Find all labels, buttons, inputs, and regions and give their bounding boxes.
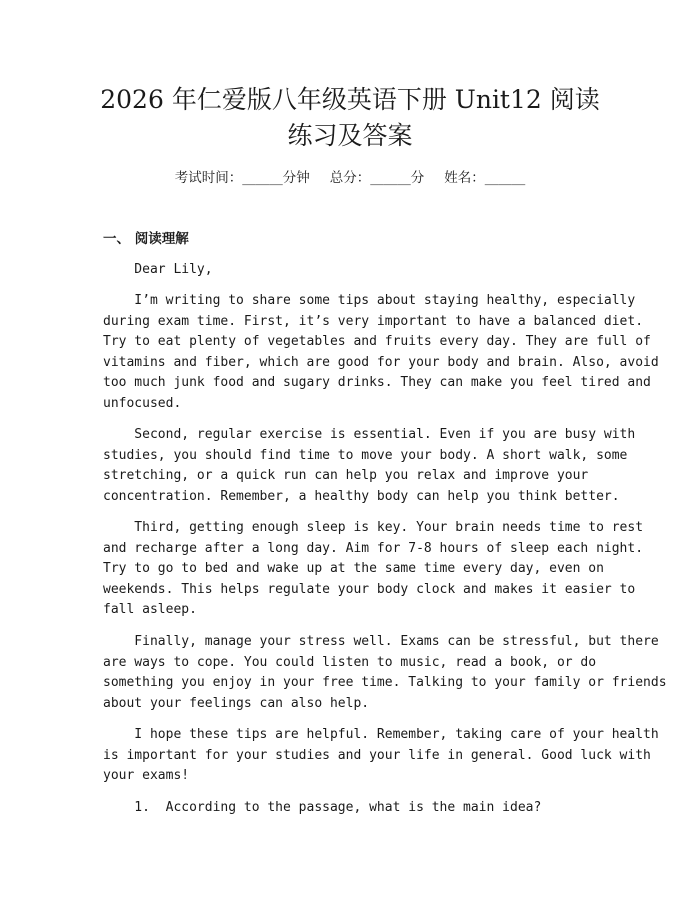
document-title-line-2: 练习及答案 bbox=[287, 121, 413, 150]
letter-paragraph-5: I hope these tips are helpful. Remember, taking care of your health is important for your studies and your life in general. Good luck with your exams! bbox=[103, 727, 659, 783]
letter-greeting: Dear Lily, bbox=[103, 262, 213, 277]
letter-paragraph-3: Third, getting enough sleep is key. Your brain needs time to rest and recharge after a long day. Aim for 7-8 hours of sleep each night. Try to go to bed and wake up at the same time every day, even on weekends. This helps regulate your body clock and makes it easier to fall asleep. bbox=[103, 520, 644, 617]
total-score-field: 总分：______分 bbox=[329, 170, 425, 186]
letter-paragraph-4: Finally, manage your stress well. Exams can be stressful, but there are ways to cope. You could listen to music, read a book, or do something you enjoy in your free time. Talking to your family or friends about your feelings can also help. bbox=[103, 634, 667, 711]
student-name-field: 姓名：______ bbox=[444, 170, 526, 186]
letter-paragraph-1: I’m writing to share some tips about staying healthy, especially during exam time. First, it’s very important to have a balanced diet. Try to eat plenty of vegetables and fruits every day. They are full of vitamins and fiber, which are good for your body and brain. Also, avoid too much junk food and sugary drinks. They can make you feel tired and unfocused. bbox=[103, 293, 659, 411]
section-heading: 一、 阅读理解 bbox=[103, 231, 189, 247]
document-title-line-1: 2026 年仁爱版八年级英语下册 Unit12 阅读 bbox=[100, 85, 600, 114]
exam-meta bbox=[0, 168, 700, 188]
question-1: 1. According to the passage, what is the main idea? bbox=[103, 800, 542, 815]
letter-paragraph-2: Second, regular exercise is essential. Even if you are busy with studies, you should find time to move your body. A short walk, some stretching, or a quick run can help you relax and improve your concentration. Remember, a healthy body can help you think better. bbox=[103, 427, 636, 504]
exam-time-field: 考试时间：______分钟 bbox=[174, 170, 310, 186]
